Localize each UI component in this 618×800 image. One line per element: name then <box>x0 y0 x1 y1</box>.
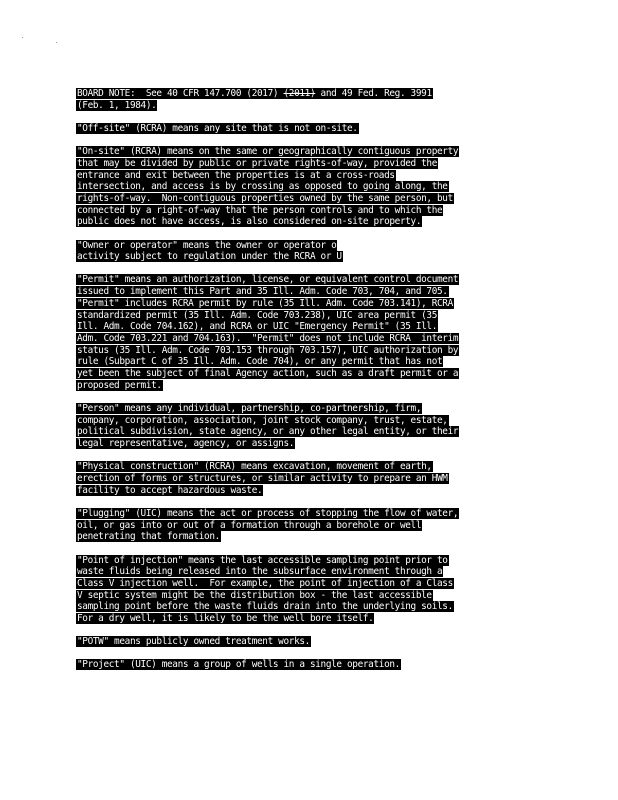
scan-speck <box>22 37 23 38</box>
definition-line: standardized permit (35 Ill. Adm. Code 703.238), UIC area permit (35 <box>77 309 438 321</box>
definition-paragraph <box>76 461 546 496</box>
scan-speck <box>56 42 57 43</box>
definition-paragraph <box>76 636 546 648</box>
paragraph-gap <box>76 648 546 660</box>
definition-paragraph <box>76 123 546 135</box>
definition-line: political subdivision, state agency, or any other legal entity, or their <box>77 426 459 438</box>
definition-line: Ill. Adm. Code 704.162), and RCRA or UIC "Emergency Permit" (35 Ill. <box>77 321 438 333</box>
definition-line: penetrating that formation. <box>77 531 220 543</box>
definition-line: "Physical construction" (RCRA) means excavation, movement of earth, <box>77 461 432 473</box>
definition-paragraph <box>76 508 546 543</box>
definition-line: "Plugging" (UIC) means the act or process of stopping the flow of water, <box>77 507 459 519</box>
definition-line: "Point of injection" means the last accessible sampling point prior to <box>77 554 448 566</box>
definition-line: rule (Subpart C of 35 Ill. Adm. Code 704), or any permit that has not <box>77 356 443 368</box>
board-note <box>76 88 546 111</box>
definition-line: "Project" (UIC) means a group of wells in a single operation. <box>77 659 400 671</box>
definition-line: company, corporation, association, joint stock company, trust, estate, <box>77 414 448 426</box>
definition-line: "POTW" means publicly owned treatment works. <box>77 636 310 648</box>
document-page <box>76 88 546 671</box>
definition-line: facility to accept hazardous waste. <box>77 484 263 496</box>
definition-line: rights-of-way. Non-contiguous properties owned by the same person, but <box>77 192 453 204</box>
definition-line: status (35 Ill. Adm. Code 703.153 through 703.157), UIC authorization by <box>77 344 459 356</box>
definition-paragraph <box>76 146 546 228</box>
paragraph-gap <box>76 391 546 403</box>
definition-line: "Owner or operator" means the owner or operator o <box>77 239 337 251</box>
definition-line: connected by a right-of-way that the person controls and to which the <box>77 204 443 216</box>
paragraph-gap <box>76 543 546 555</box>
definition-line: V septic system might be the distribution box - the last accessible <box>77 589 432 601</box>
definition-line: erection of forms or structures, or similar activity to prepare an HWM <box>77 472 448 484</box>
board-note-line: (Feb. 1, 1984). <box>77 99 157 111</box>
definition-line: "Off-site" (RCRA) means any site that is not on-site. <box>77 122 358 134</box>
definition-paragraph <box>76 240 546 263</box>
definition-line: "Permit" includes RCRA permit by rule (35 Ill. Adm. Code 703.141), RCRA <box>77 297 453 309</box>
definitions-list <box>76 111 546 671</box>
definition-line: intersection, and access is by crossing as opposed to going along, the <box>77 181 448 193</box>
definition-line: waste fluids being released into the subsurface environment through a <box>77 566 443 578</box>
definition-line: yet been the subject of final Agency action, such as a draft permit or a <box>77 368 459 380</box>
definition-paragraph <box>76 403 546 450</box>
definition-line: For a dry well, it is likely to be the well bore itself. <box>77 613 374 625</box>
paragraph-gap <box>76 111 546 123</box>
board-note-line: BOARD NOTE: See 40 CFR 147.700 (2017) (2011) and 49 Fed. Reg. 3991 <box>77 88 432 99</box>
definition-line: Class V injection well. For example, the point of injection of a Class <box>77 577 453 589</box>
definition-line: "Person" means any individual, partnership, co-partnership, firm, <box>77 402 422 414</box>
paragraph-gap <box>76 135 546 147</box>
definition-line: activity subject to regulation under the RCRA or U <box>77 251 342 263</box>
definition-line: Adm. Code 703.221 and 704.163). "Permit" does not include RCRA interim <box>77 332 459 344</box>
paragraph-gap <box>76 496 546 508</box>
struck-text: (2011) <box>283 88 316 99</box>
definition-line: issued to implement this Part and 35 Ill. Adm. Code 703, 704, and 705. <box>77 286 448 298</box>
definition-line: oil, or gas into or out of a formation through a borehole or well <box>77 519 422 531</box>
definition-line: entrance and exit between the properties is at a cross-roads <box>77 169 395 181</box>
definition-line: "On-site" (RCRA) means on the same or geographically contiguous property <box>77 146 459 158</box>
definition-paragraph <box>76 274 546 391</box>
definition-line: sampling point before the waste fluids drain into the underlying soils. <box>77 601 453 613</box>
paragraph-gap <box>76 228 546 240</box>
definition-line: proposed permit. <box>77 379 162 391</box>
definition-paragraph <box>76 555 546 625</box>
definition-line: legal representative, agency, or assigns. <box>77 438 295 450</box>
paragraph-gap <box>76 263 546 275</box>
definition-line: public does not have access, is also considered on-site property. <box>77 216 422 228</box>
paragraph-gap <box>76 625 546 637</box>
definition-paragraph <box>76 659 546 671</box>
definition-line: "Permit" means an authorization, license, or equivalent control document <box>77 274 459 286</box>
definition-line: that may be divided by public or private rights-of-way, provided the <box>77 157 438 169</box>
inserted-text: 2017 <box>251 88 273 99</box>
paragraph-gap <box>76 450 546 462</box>
